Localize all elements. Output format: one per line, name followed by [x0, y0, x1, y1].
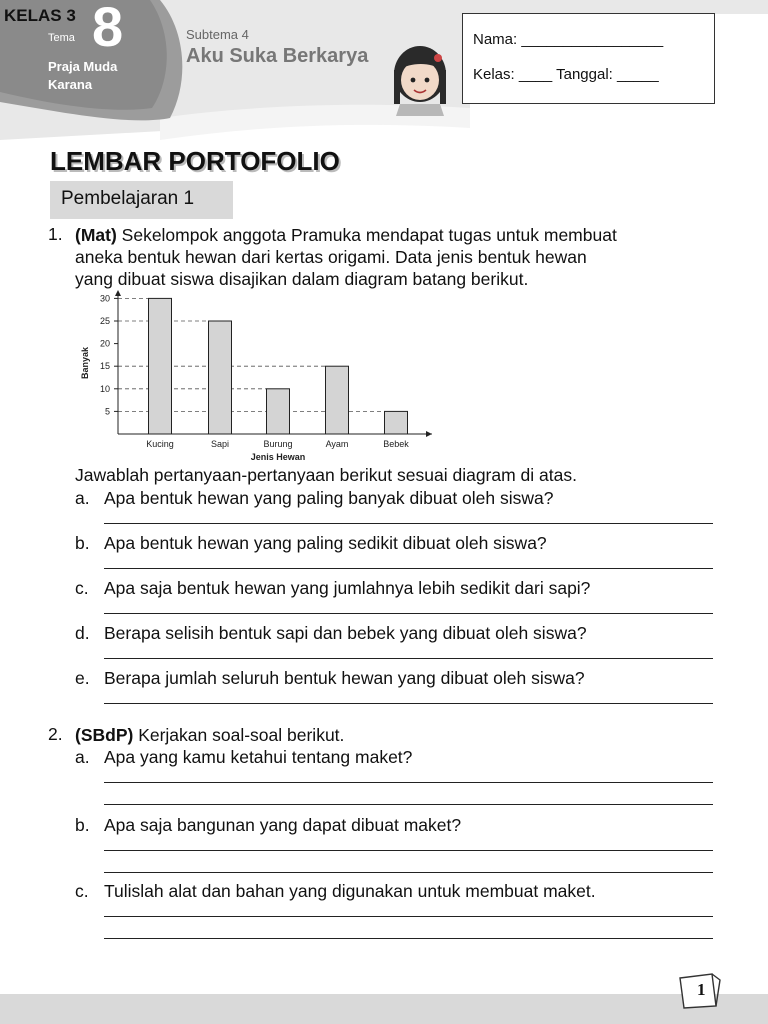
question-2-item-text: Apa yang kamu ketahui tentang maket?	[104, 747, 413, 767]
question-2-answer-line[interactable]	[104, 872, 713, 873]
page-title: LEMBAR PORTOFOLIO	[50, 146, 340, 176]
question-1-line3: yang dibuat siswa disajikan dalam diagram batang berikut.	[75, 269, 529, 289]
y-axis-arrow-icon	[115, 290, 121, 296]
theme-name-line2: Karana	[48, 77, 93, 92]
bar-bebek	[385, 411, 408, 434]
question-2-item-letter: c.	[75, 881, 89, 901]
y-axis-label: Banyak	[80, 346, 90, 380]
y-tick-label: 5	[104, 406, 110, 417]
x-axis-arrow-icon	[426, 431, 432, 437]
question-1-item-text: Apa bentuk hewan yang paling sedikit dibuat oleh siswa?	[104, 533, 547, 553]
question-1-item-text: Berapa selisih bentuk sapi dan bebek yang dibuat oleh siswa?	[104, 623, 587, 643]
question-1-line2: aneka bentuk hewan dari kertas origami. Data jenis bentuk hewan	[75, 247, 587, 267]
y-tick-label: 25	[99, 316, 110, 326]
y-tick-label: 30	[99, 293, 110, 304]
class-date-field[interactable]: Kelas: ____ Tanggal: _____	[473, 66, 659, 83]
bar-kucing	[149, 298, 172, 434]
question-1-subject: (Mat)	[75, 225, 117, 245]
theme-name-line1: Praja Muda	[48, 59, 118, 74]
question-1-instruction: Jawablah pertanyaan-pertanyaan berikut sesuai diagram di atas.	[75, 465, 577, 485]
question-1-item-letter: c.	[75, 578, 89, 598]
subtheme-name: Aku Suka Berkarya	[186, 45, 369, 67]
question-2-answer-line[interactable]	[104, 916, 713, 917]
question-1-item-letter: a.	[75, 488, 90, 508]
theme-name	[48, 58, 148, 94]
question-1-answer-line[interactable]	[104, 523, 713, 524]
subtheme-label: Subtema 4	[186, 27, 249, 42]
theme-label: Tema	[48, 32, 75, 44]
question-2-item-letter: b.	[75, 815, 90, 835]
theme-number: 8	[92, 0, 124, 58]
footer-band	[0, 994, 768, 1024]
question-1-item-letter: d.	[75, 623, 90, 643]
y-tick-label: 15	[99, 361, 110, 372]
question-1-answer-line[interactable]	[104, 568, 713, 569]
question-1-item-letter: e.	[75, 668, 90, 688]
girl-illustration-icon	[394, 46, 446, 116]
bar-chart	[70, 288, 450, 464]
x-tick-label: Burung	[263, 439, 293, 449]
question-2-item-text: Apa saja bangunan yang dapat dibuat maket?	[104, 815, 462, 835]
question-2-item-text: Tulislah alat dan bahan yang digunakan untuk membuat maket.	[104, 881, 596, 901]
x-axis-label: Jenis Hewan	[250, 452, 306, 462]
question-1-answer-line[interactable]	[104, 703, 713, 704]
question-2-number: 2.	[48, 724, 63, 744]
bar-burung	[267, 389, 290, 434]
question-2-subject: (SBdP)	[75, 725, 134, 745]
x-tick-label: Kucing	[146, 439, 174, 449]
x-tick-label: Ayam	[325, 439, 349, 449]
question-2-item-letter: a.	[75, 747, 90, 767]
name-field[interactable]: Nama: _________________	[473, 31, 664, 48]
question-1-number: 1.	[48, 224, 63, 244]
y-tick-label: 20	[99, 338, 110, 349]
x-tick-label: Sapi	[210, 439, 230, 449]
question-1-item-letter: b.	[75, 533, 90, 553]
question-1-item-text: Apa saja bentuk hewan yang jumlahnya lebih sedikit dari sapi?	[104, 578, 591, 598]
bar-ayam	[326, 366, 349, 434]
question-2-answer-line[interactable]	[104, 782, 713, 783]
question-2-answer-line[interactable]	[104, 850, 713, 851]
lesson-label: Pembelajaran 1	[50, 181, 233, 219]
student-identity-box	[462, 13, 715, 104]
x-tick-label: Bebek	[383, 439, 409, 449]
question-2-answer-line[interactable]	[104, 804, 713, 805]
question-1-text: Sekelompok anggota Pramuka mendapat tugas untuk membuat	[116, 225, 617, 245]
question-1-item-text: Apa bentuk hewan yang paling banyak dibuat oleh siswa?	[104, 488, 554, 508]
bar-sapi	[209, 321, 232, 434]
class-label: KELAS 3	[4, 6, 76, 25]
question-1-line1	[75, 224, 617, 246]
question-2-text: Kerjakan soal-soal berikut.	[133, 725, 345, 745]
question-1-item-text: Berapa jumlah seluruh bentuk hewan yang dibuat oleh siswa?	[104, 668, 585, 688]
question-2-intro	[75, 724, 344, 746]
question-2-answer-line[interactable]	[104, 938, 713, 939]
question-1-answer-line[interactable]	[104, 658, 713, 659]
y-tick-label: 10	[99, 383, 110, 394]
page-number: 1	[697, 980, 706, 999]
question-1-answer-line[interactable]	[104, 613, 713, 614]
